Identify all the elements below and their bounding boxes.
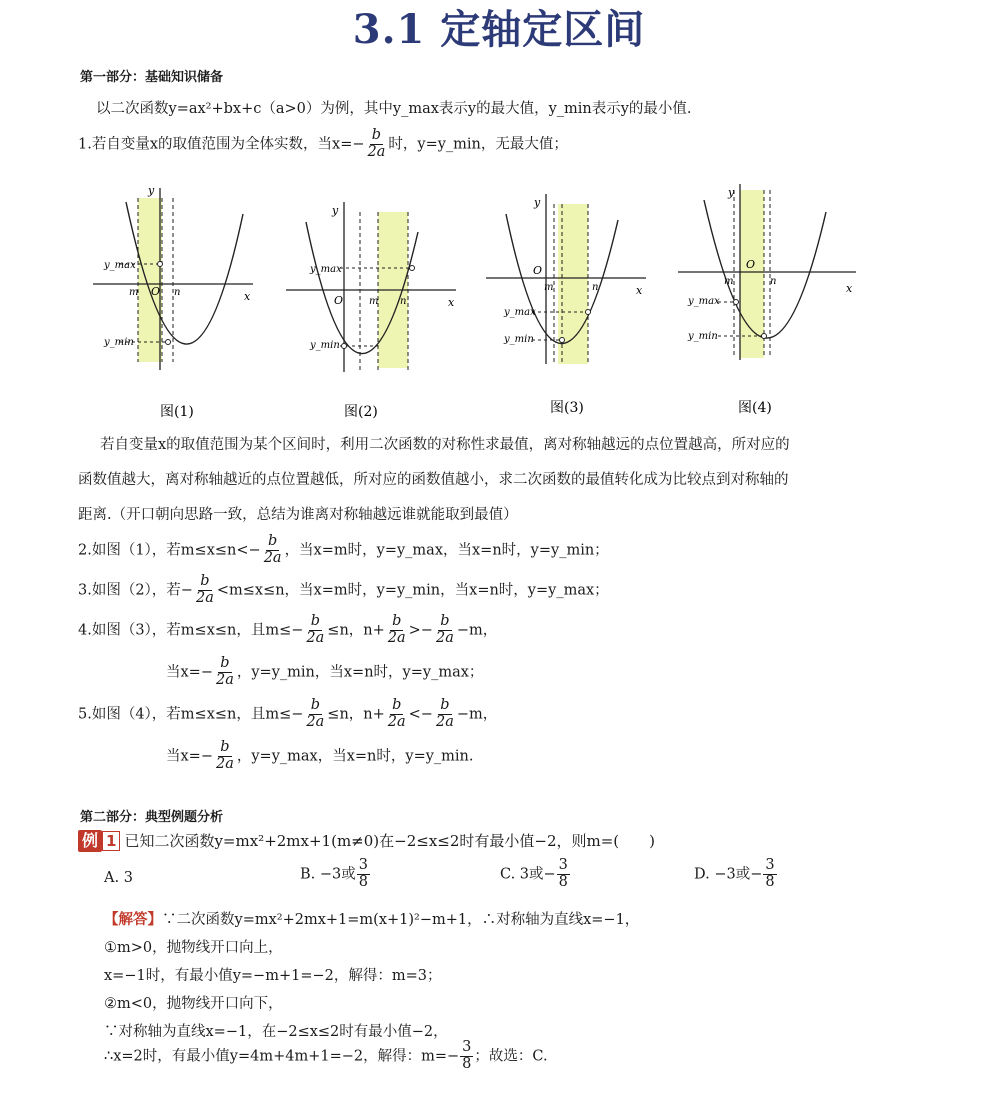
- frac-num: b: [371, 127, 382, 143]
- point-max-1: [158, 262, 163, 267]
- item-5-line2-post: ，y=y_max，当x=n时，y=y_min.: [236, 748, 474, 765]
- answer-6-pre: ∴x=2时，有最小值y=4m+4m+1=−2，解得：m=−: [104, 1048, 460, 1065]
- label-ymax-4: y_max: [688, 296, 720, 307]
- example-1-question: [78, 830, 655, 852]
- frac-num: b: [440, 697, 450, 713]
- item-5-b: ≤n，n+: [327, 706, 385, 723]
- label-o-4: O: [746, 258, 756, 271]
- label-ymin-3: y_min: [504, 334, 534, 345]
- label-y-2: y: [332, 204, 339, 217]
- frac-num: b: [392, 697, 402, 713]
- frac-den: 2a: [306, 629, 325, 646]
- option-d-pre: D. −3或−: [694, 866, 763, 883]
- figure-4: [678, 184, 856, 360]
- frac-den: 2a: [435, 629, 454, 646]
- item-4-b: ≤n，n+: [327, 622, 385, 639]
- option-b: [300, 858, 371, 891]
- fraction: [557, 858, 570, 891]
- label-y-4: y: [728, 186, 735, 199]
- frac-num: b: [267, 533, 278, 549]
- point-min-1: [166, 340, 171, 345]
- label-x-1: x: [244, 290, 251, 303]
- fraction: [262, 534, 284, 567]
- label-o-2: O: [334, 294, 344, 307]
- figure-3: [486, 194, 646, 364]
- fraction: [763, 858, 776, 891]
- fraction: [386, 614, 408, 647]
- item-2-post: ，当x=m时，y=y_max，当x=n时，y=y_min；: [284, 542, 609, 559]
- item-5-line2-pre: 当x=−: [166, 748, 213, 765]
- figure-label-1: 图(1): [160, 404, 194, 420]
- option-a: A. 3: [104, 870, 133, 886]
- item-5-line-2: [166, 740, 474, 773]
- item-4-line-2: [166, 656, 483, 689]
- label-ymin-4: y_min: [688, 331, 718, 342]
- answer-line-2: ①m>0，抛物线开口向上，: [104, 940, 283, 956]
- label-m-4: m: [724, 276, 734, 287]
- frac-den: 2a: [387, 713, 406, 730]
- frac-den: 8: [558, 873, 568, 890]
- frac-num: b: [200, 573, 210, 589]
- frac-den: 2a: [306, 713, 325, 730]
- option-d: [694, 858, 778, 891]
- label-m-2: m: [369, 296, 379, 307]
- label-ymax-2: y_max: [310, 264, 342, 275]
- frac-den: 2a: [367, 143, 386, 160]
- item-5-d: −m，: [456, 706, 498, 723]
- item-4: [78, 614, 497, 647]
- item-2-pre: 2.如图（1），若m≤x≤n<−: [78, 542, 261, 559]
- answer-6-post: ；故选：C.: [474, 1048, 548, 1065]
- option-c: [500, 858, 571, 891]
- label-x-2: x: [448, 296, 455, 309]
- label-o-3: O: [533, 264, 543, 277]
- question-text: 已知二次函数y=mx²+2mx+1(m≠0)在−2≤x≤2时有最小值−2，则m=( ): [124, 832, 655, 850]
- label-ymin-2: y_min: [310, 340, 340, 351]
- item-1-post: 时，y=y_min，无最大值；: [388, 136, 568, 153]
- item-1: [78, 128, 568, 161]
- point-max-4: [734, 300, 739, 305]
- frac-num: 3: [462, 1039, 472, 1055]
- fraction: [434, 698, 456, 731]
- frac-den: 2a: [435, 713, 454, 730]
- parabola-4: [704, 200, 826, 338]
- answer-line-6: [104, 1040, 548, 1073]
- frac-num: b: [220, 739, 230, 755]
- para-line-1: 若自变量x的取值范围为某个区间时，利用二次函数的对称性求最值，离对称轴越远的点位置越高，所对应的: [100, 437, 790, 453]
- frac-den: 8: [358, 873, 368, 890]
- fraction: [366, 128, 388, 161]
- item-3-post: <m≤x≤n，当x=m时，y=y_min，当x=n时，y=y_max；: [216, 582, 609, 599]
- label-n-1: n: [174, 287, 181, 298]
- label-ymin-1: y_min: [104, 337, 134, 348]
- frac-num: b: [310, 697, 320, 713]
- frac-den: 2a: [215, 755, 234, 772]
- label-m-3: m: [544, 282, 554, 293]
- frac-num: b: [392, 613, 402, 629]
- frac-den: 2a: [215, 671, 234, 688]
- label-ymax-3: y_max: [504, 307, 536, 318]
- answer-tag: 【解答】: [104, 911, 162, 928]
- point-min-3: [560, 338, 565, 343]
- answer-text-1: ∵二次函数y=mx²+2mx+1=m(x+1)²−m+1，∴对称轴为直线x=−1，: [162, 912, 640, 928]
- item-1-pre: 1.若自变量x的取值范围为全体实数，当x=−: [78, 136, 365, 153]
- frac-num: 3: [558, 857, 568, 873]
- point-max-2: [410, 266, 415, 271]
- fraction: [386, 698, 408, 731]
- figure-label-2: 图(2): [344, 404, 378, 420]
- item-4-line2-pre: 当x=−: [166, 664, 213, 681]
- fraction: [460, 1040, 473, 1073]
- item-5-c: <−: [408, 706, 433, 723]
- fraction: [304, 614, 326, 647]
- label-ymax-1: y_max: [104, 260, 136, 271]
- item-5-a: 5.如图（4），若m≤x≤n，且m≤−: [78, 706, 304, 723]
- intro-text: 以二次函数y=ax²+bx+c（a>0）为例，其中y_max表示y的最大值，y_min表示y的最小值.: [96, 101, 692, 117]
- answer-line-1: [104, 908, 639, 929]
- label-y-1: y: [148, 184, 155, 197]
- label-n-2: n: [400, 296, 407, 307]
- fraction: [194, 574, 216, 607]
- frac-num: b: [220, 655, 230, 671]
- item-4-a: 4.如图（3），若m≤x≤n，且m≤−: [78, 622, 304, 639]
- item-3: [78, 574, 609, 607]
- item-4-d: −m，: [456, 622, 498, 639]
- label-m-1: m: [129, 287, 139, 298]
- frac-den: 8: [765, 873, 775, 890]
- label-o-1: O: [151, 285, 161, 298]
- figure-label-3: 图(3): [550, 400, 584, 416]
- fraction: [434, 614, 456, 647]
- option-c-pre: C. 3或−: [500, 866, 556, 883]
- item-5: [78, 698, 497, 731]
- answer-line-3: x=−1时，有最小值y=−m+1=−2，解得：m=3；: [104, 968, 442, 984]
- frac-num: b: [310, 613, 320, 629]
- label-n-4: n: [770, 276, 777, 287]
- option-b-pre: B. −3或: [300, 866, 356, 883]
- frac-num: b: [440, 613, 450, 629]
- part1-heading: 第一部分：基础知识储备: [80, 70, 224, 85]
- frac-den: 2a: [263, 549, 282, 566]
- fraction: [304, 698, 326, 731]
- example-badge: 例: [78, 830, 102, 852]
- frac-den: 8: [462, 1055, 472, 1072]
- label-x-4: x: [846, 282, 853, 295]
- point-min-4: [762, 334, 767, 339]
- fraction: [214, 656, 236, 689]
- answer-line-4: ②m<0，抛物线开口向下，: [104, 996, 283, 1012]
- item-2: [78, 534, 609, 567]
- label-x-3: x: [636, 284, 643, 297]
- para-line-3: 距离.（开口朝向思路一致，总结为谁离对称轴越远谁就能取到最值）: [78, 507, 518, 523]
- frac-num: 3: [358, 857, 368, 873]
- frac-den: 2a: [195, 589, 214, 606]
- frac-den: 2a: [387, 629, 406, 646]
- fraction: [357, 858, 370, 891]
- point-max-3: [586, 310, 591, 315]
- item-4-c: >−: [408, 622, 433, 639]
- page-title: 3.1 定轴定区间: [352, 6, 646, 53]
- label-y-3: y: [534, 196, 541, 209]
- part2-heading: 第二部分：典型例题分析: [80, 810, 224, 825]
- item-3-pre: 3.如图（2），若−: [78, 582, 193, 599]
- figure-label-4: 图(4): [738, 400, 772, 416]
- interval-band-1: [138, 198, 162, 362]
- frac-num: 3: [765, 857, 775, 873]
- para-line-2: 函数值越大，离对称轴越近的点位置越低，所对应的函数值越小，求二次函数的最值转化成为比较点到对称轴的: [78, 472, 789, 488]
- example-number: 1: [102, 831, 120, 851]
- figure-1: [93, 184, 253, 370]
- label-n-3: n: [592, 282, 599, 293]
- item-4-line2-post: ，y=y_min，当x=n时，y=y_max；: [236, 664, 484, 681]
- figure-2: [286, 202, 456, 372]
- fraction: [214, 740, 236, 773]
- interval-band-4: [740, 190, 764, 358]
- figures-row: [78, 180, 878, 420]
- point-min-2: [342, 344, 347, 349]
- answer-line-5: ∵对称轴为直线x=−1，在−2≤x≤2时有最小值−2，: [104, 1024, 448, 1040]
